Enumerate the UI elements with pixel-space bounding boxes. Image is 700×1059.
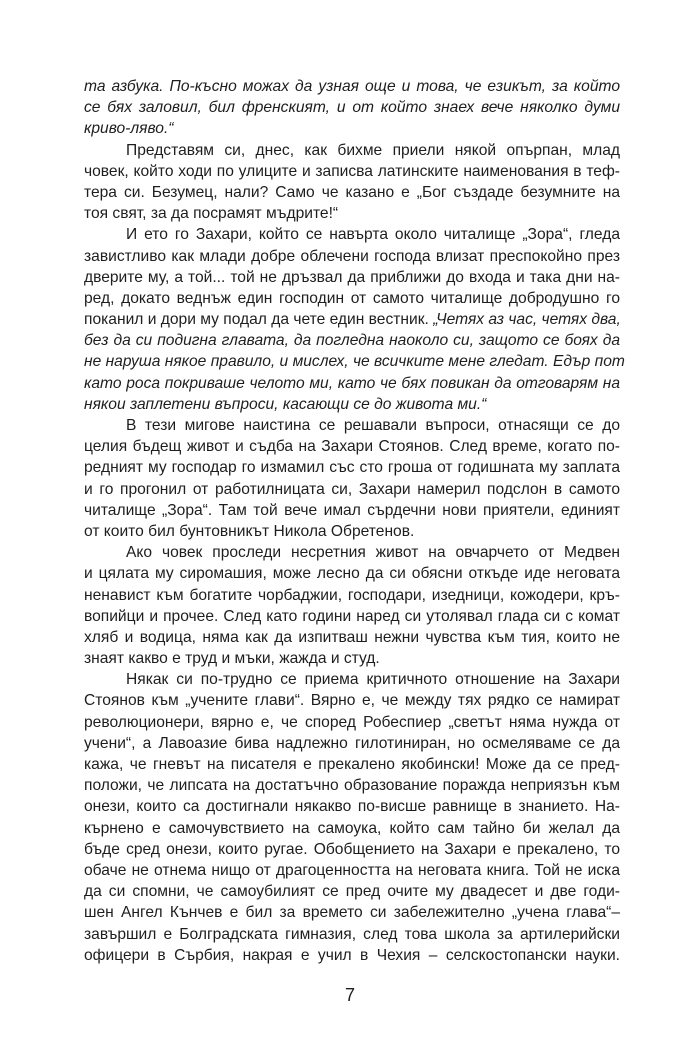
text-segment: онези, които са достигнали някакво по-висше равнище в знанието. На- — [84, 798, 620, 816]
text-line — [84, 563, 620, 584]
text-line — [84, 521, 620, 542]
text-segment: читалище „Зора“. Там той вече имал сърдечни нови приятели, единият — [84, 501, 620, 519]
text-segment: положи, че липсата на достатъчно образование поражда неприязън към — [84, 777, 620, 795]
text-segment: от които бил бунтовникът Никола Обретенов. — [84, 522, 415, 540]
text-segment: да си спомни, че самоубилият се пред очите му двадесет и две годи- — [84, 883, 620, 901]
text-segment: Представям си, днес, как бихме приели някой опърпан, млад — [126, 141, 620, 159]
text-segment: революционери, вярно е, че според Робеспиер „светът няма нужда от — [84, 713, 620, 731]
text-line — [84, 309, 620, 330]
text-line — [84, 669, 620, 690]
italic-quote-segment: криво-ляво.“ — [84, 120, 174, 138]
page-text-block — [84, 76, 625, 966]
text-line — [84, 288, 620, 309]
text-line — [84, 690, 620, 711]
text-line — [84, 415, 620, 436]
text-line — [84, 881, 620, 902]
text-line — [84, 902, 620, 923]
text-segment: и го прогонил от работилницата си, Захари намерил подслон в самото — [84, 480, 620, 498]
text-line — [84, 76, 620, 97]
text-segment: ненавист към богатите чорбаджии, господари, изедници, кожодери, кръ- — [84, 586, 620, 604]
text-line — [84, 585, 620, 606]
text-segment: Ако човек проследи несретния живот на овчарчето от Медвен — [126, 544, 620, 562]
text-line — [84, 733, 620, 754]
text-segment: кажа, че гневът на писателя е прекалено якобински! Може да се пред- — [84, 756, 620, 773]
text-segment: знаят какво е труд и мъки, жажда и студ. — [84, 650, 380, 668]
text-segment: шен Ангел Кънчев е бил за времето си забележително „учена глава“– — [84, 904, 620, 922]
text-line — [84, 267, 620, 288]
text-line — [84, 140, 620, 161]
text-segment: обаче не отнема нищо от драгоценността на неговата книга. Той не иска — [84, 861, 620, 879]
text-line — [84, 394, 620, 415]
text-line — [84, 648, 620, 669]
text-segment: човек, който ходи по улиците и записва латинските наименования в теф- — [84, 162, 620, 180]
text-segment: кърнено е самочувствието на самоука, който сам тайно би желал да — [84, 819, 620, 837]
text-segment: В тези мигове наистина се решавали въпроси, отнасящи се до — [126, 417, 620, 434]
italic-quote-segment: някои заплетени въпроси, касающи се до живота ми.“ — [84, 395, 487, 413]
text-line — [84, 436, 620, 457]
text-segment: редният му господар го измамил със сто гроша от годишната му заплата — [84, 459, 620, 477]
text-segment: дверите му, а той... той не дръзвал да приближи до входа и така дни на- — [84, 268, 620, 286]
text-line — [84, 818, 620, 839]
text-line — [84, 479, 620, 500]
text-segment: Стоянов към „учените глави“. Вярно е, че между тях рядко се намират — [84, 692, 620, 710]
text-line — [84, 796, 620, 817]
text-line — [84, 224, 620, 245]
text-segment: ред, докато веднъж един господин от самото читалище добродушно го — [84, 289, 620, 307]
text-line — [84, 203, 620, 224]
text-segment: хляб и водица, няма как да изпитваш нежни чувства към тия, които не — [84, 628, 620, 646]
text-line — [84, 606, 620, 627]
text-line — [84, 627, 620, 648]
text-segment: учени“, а Лавоазие бива надлежно гилотиниран, но осмеляваме се да — [84, 734, 620, 752]
text-line — [84, 945, 620, 966]
italic-quote-segment: „Четях аз час, четях два, — [433, 311, 621, 329]
italic-quote-segment: не наруша някое правило, и мислех, че всичките мене гледат. Едър пот — [84, 353, 625, 371]
text-segment: вопийци и прочее. След като години наред си утолявал глада си с комат — [84, 607, 620, 625]
text-segment: завършил е Болградската гимназия, след това школа за артилерийски — [84, 925, 620, 943]
text-line — [84, 542, 620, 563]
italic-quote-segment: без да си подигна главата, да погледна наоколо си, защото се боях да — [84, 332, 620, 350]
text-line — [84, 182, 620, 203]
text-line — [84, 754, 620, 775]
text-line — [84, 351, 625, 372]
text-line — [84, 924, 620, 945]
text-line — [84, 457, 620, 478]
text-line — [84, 712, 620, 733]
text-segment: и цялата му сиромашия, може лесно да си обясни откъде иде неговата — [84, 565, 620, 583]
italic-quote-segment: като роса покриваше челото ми, като че бях повикан да отговарям на — [84, 374, 620, 392]
text-line — [84, 330, 620, 351]
text-segment: офицери в Сърбия, накрая е учил в Чехия – селскостопански науки. — [84, 946, 620, 964]
text-segment: тера си. Безумец, нали? Само че казано е „Бог създаде безумните на — [84, 183, 620, 201]
text-segment: бъде сред онези, които ругае. Обобщението на Захари е прекалено, то — [84, 840, 620, 858]
text-line — [84, 97, 620, 118]
text-line — [84, 373, 620, 394]
italic-quote-segment: се бях заловил, бил френският, и от който знаех вече няколко думи — [84, 99, 620, 117]
text-line — [84, 500, 620, 521]
text-segment: завистливо как млади добре облечени господа влизат преспокойно през — [84, 247, 620, 265]
text-line — [84, 246, 620, 267]
text-segment: поканил и дори му подал да чете един вестник. — [84, 311, 434, 329]
text-line — [84, 860, 620, 881]
text-line — [84, 839, 620, 860]
text-line — [84, 775, 620, 796]
text-segment: целия бъдещ живот и съдба на Захари Стоянов. След време, когато по- — [84, 438, 620, 456]
text-line — [84, 161, 620, 182]
page-number: 7 — [344, 985, 355, 1005]
text-segment: И ето го Захари, който се навърта около читалище „Зора“, гледа — [126, 226, 620, 244]
text-segment: Някак си по-трудно се приема критичното отношение на Захари — [126, 671, 620, 689]
text-segment: тоя свят, за да посрамят мъдрите!“ — [84, 205, 339, 223]
text-line — [84, 118, 620, 139]
italic-quote-segment: та азбука. По-късно можах да узная още и това, че езикът, за който — [84, 78, 620, 95]
